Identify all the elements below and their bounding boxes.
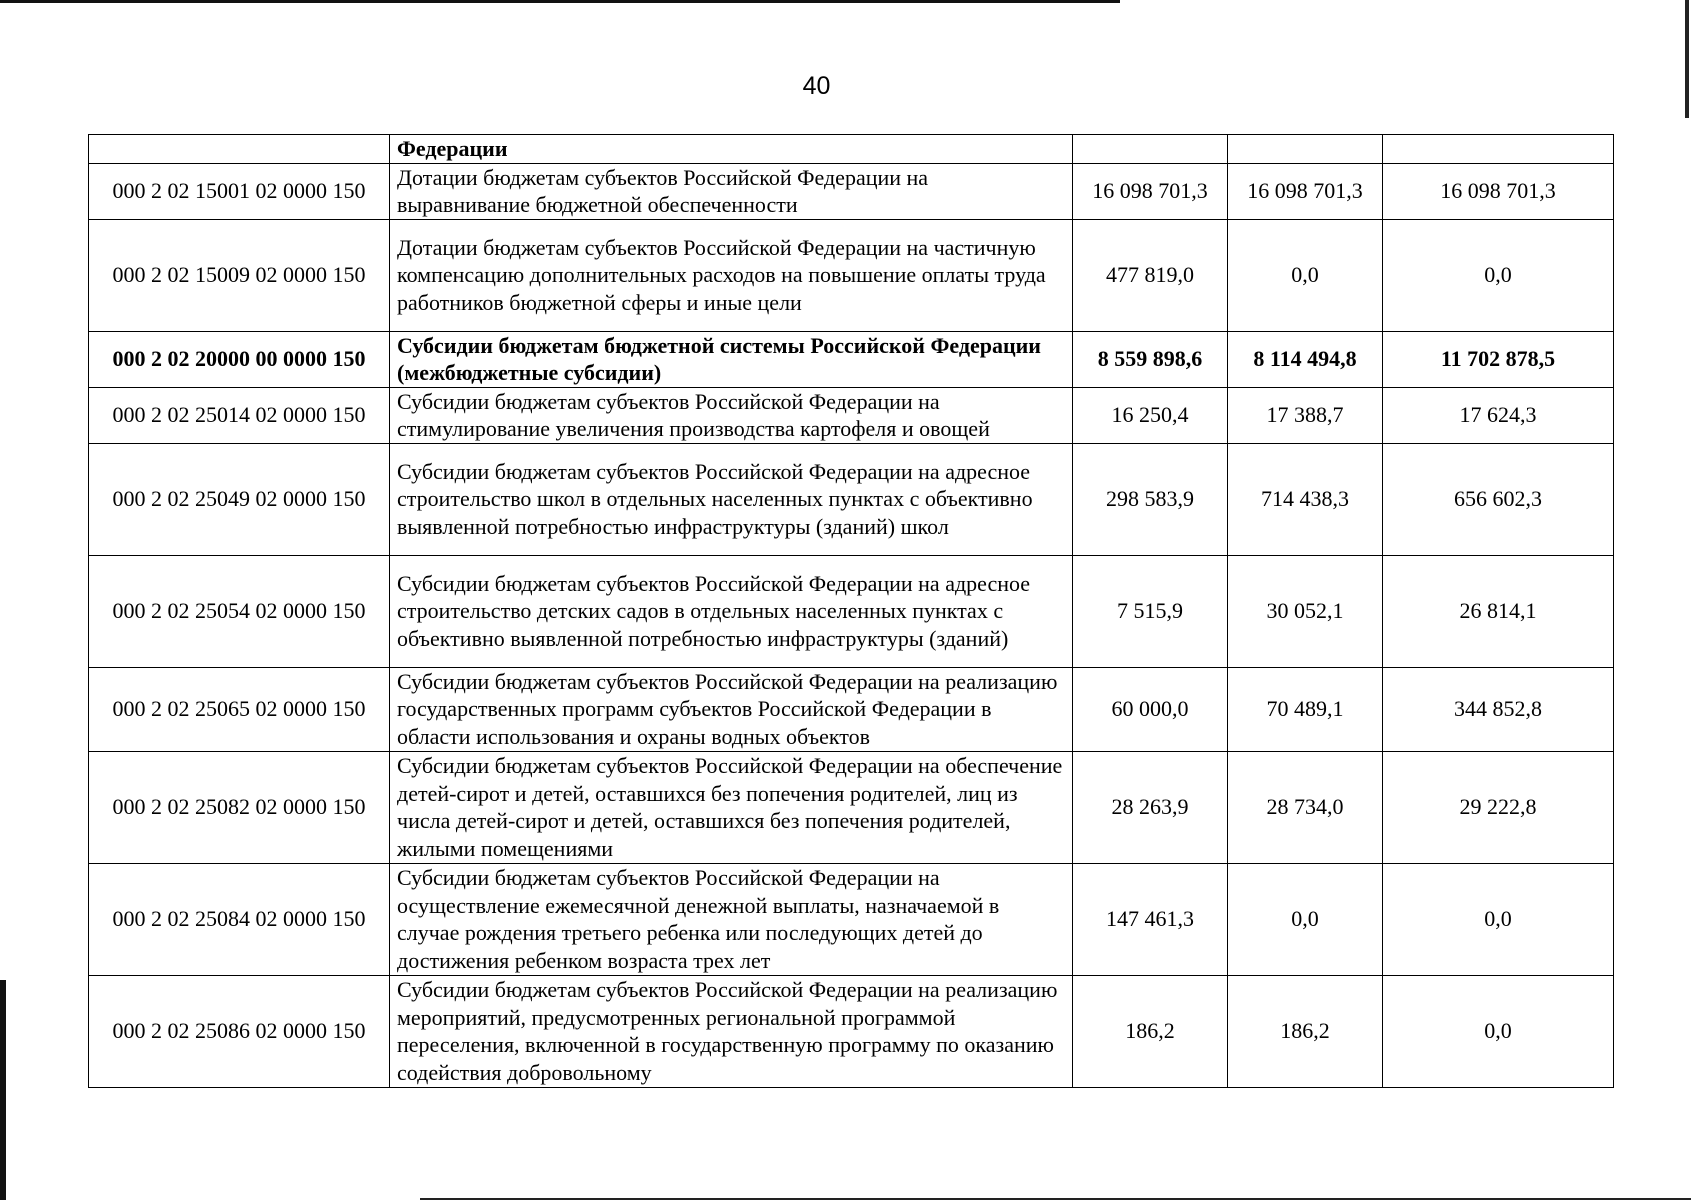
table-row xyxy=(89,975,1614,1087)
budget-code-cell: 000 2 02 25014 02 0000 150 xyxy=(89,387,390,443)
value-year-2-cell: 17 388,7 xyxy=(1228,387,1383,443)
budget-code-cell: 000 2 02 25084 02 0000 150 xyxy=(89,863,390,975)
value-year-2-cell: 0,0 xyxy=(1228,863,1383,975)
budget-name-cell: Субсидии бюджетам субъектов Российской Федерации на обеспечение детей-сирот и детей, оставшихся без попечения родителей, лиц из числа детей-сирот и детей, оставшихся без попечения родителей, жилыми помещениями xyxy=(390,751,1073,863)
value-year-1-cell: 28 263,9 xyxy=(1073,751,1228,863)
scan-edge-top xyxy=(0,0,1120,3)
budget-code-cell: 000 2 02 25049 02 0000 150 xyxy=(89,443,390,555)
value-year-1-cell: 8 559 898,6 xyxy=(1073,331,1228,387)
page-number: 40 xyxy=(802,72,831,100)
budget-name-cell: Дотации бюджетам субъектов Российской Федерации на выравнивание бюджетной обеспеченности xyxy=(390,163,1073,219)
budget-code-cell xyxy=(89,135,390,164)
value-year-3-cell: 656 602,3 xyxy=(1383,443,1614,555)
value-year-3-cell: 0,0 xyxy=(1383,219,1614,331)
value-year-1-cell: 147 461,3 xyxy=(1073,863,1228,975)
scan-edge-right xyxy=(1685,0,1689,118)
budget-code-cell: 000 2 02 25065 02 0000 150 xyxy=(89,667,390,751)
value-year-3-cell: 26 814,1 xyxy=(1383,555,1614,667)
budget-name-cell: Субсидии бюджетам субъектов Российской Федерации на стимулирование увеличения производства картофеля и овощей xyxy=(390,387,1073,443)
table-row xyxy=(89,555,1614,667)
value-year-3-cell: 16 098 701,3 xyxy=(1383,163,1614,219)
value-year-1-cell: 60 000,0 xyxy=(1073,667,1228,751)
budget-name-cell: Субсидии бюджетам субъектов Российской Федерации на осуществление ежемесячной денежной выплаты, назначаемой в случае рождения третьего ребенка или последующих детей до достижения ребенком возраста трех лет xyxy=(390,863,1073,975)
budget-code-cell: 000 2 02 15001 02 0000 150 xyxy=(89,163,390,219)
value-year-2-cell: 70 489,1 xyxy=(1228,667,1383,751)
budget-code-cell: 000 2 02 15009 02 0000 150 xyxy=(89,219,390,331)
value-year-3-cell: 11 702 878,5 xyxy=(1383,331,1614,387)
budget-code-cell: 000 2 02 25054 02 0000 150 xyxy=(89,555,390,667)
table-row xyxy=(89,219,1614,331)
value-year-1-cell: 16 250,4 xyxy=(1073,387,1228,443)
table-row xyxy=(89,863,1614,975)
budget-code-cell: 000 2 02 25082 02 0000 150 xyxy=(89,751,390,863)
table-row xyxy=(89,135,1614,164)
value-year-1-cell: 7 515,9 xyxy=(1073,555,1228,667)
value-year-2-cell xyxy=(1228,135,1383,164)
table-row xyxy=(89,387,1614,443)
budget-name-cell: Федерации xyxy=(390,135,1073,164)
budget-name-cell: Субсидии бюджетам субъектов Российской Федерации на реализацию мероприятий, предусмотренных региональной программой переселения, включенной в государственную программу по оказанию содействия добровольному xyxy=(390,975,1073,1087)
value-year-2-cell: 714 438,3 xyxy=(1228,443,1383,555)
budget-code-cell: 000 2 02 25086 02 0000 150 xyxy=(89,975,390,1087)
budget-name-cell: Дотации бюджетам субъектов Российской Федерации на частичную компенсацию дополнительных расходов на повышение оплаты труда работников бюджетной сферы и иные цели xyxy=(390,219,1073,331)
value-year-1-cell xyxy=(1073,135,1228,164)
value-year-2-cell: 0,0 xyxy=(1228,219,1383,331)
budget-table xyxy=(88,134,1614,1088)
budget-name-cell: Субсидии бюджетам субъектов Российской Федерации на адресное строительство школ в отдельных населенных пунктах с объективно выявленной потребностью инфраструктуры (зданий) школ xyxy=(390,443,1073,555)
value-year-3-cell: 17 624,3 xyxy=(1383,387,1614,443)
value-year-1-cell: 186,2 xyxy=(1073,975,1228,1087)
scan-edge-left xyxy=(0,980,6,1200)
table-row xyxy=(89,163,1614,219)
budget-name-cell: Субсидии бюджетам субъектов Российской Федерации на реализацию государственных программ субъектов Российской Федерации в области использования и охраны водных объектов xyxy=(390,667,1073,751)
value-year-1-cell: 16 098 701,3 xyxy=(1073,163,1228,219)
budget-name-cell: Субсидии бюджетам субъектов Российской Федерации на адресное строительство детских садов в отдельных населенных пунктах с объективно выявленной потребностью инфраструктуры (зданий) xyxy=(390,555,1073,667)
value-year-2-cell: 30 052,1 xyxy=(1228,555,1383,667)
value-year-3-cell: 29 222,8 xyxy=(1383,751,1614,863)
value-year-1-cell: 298 583,9 xyxy=(1073,443,1228,555)
budget-name-cell: Субсидии бюджетам бюджетной системы Российской Федерации (межбюджетные субсидии) xyxy=(390,331,1073,387)
budget-table-body xyxy=(89,135,1614,1088)
table-row-total xyxy=(89,331,1614,387)
value-year-3-cell: 0,0 xyxy=(1383,863,1614,975)
table-row xyxy=(89,667,1614,751)
table-row xyxy=(89,751,1614,863)
value-year-2-cell: 16 098 701,3 xyxy=(1228,163,1383,219)
value-year-3-cell: 344 852,8 xyxy=(1383,667,1614,751)
value-year-1-cell: 477 819,0 xyxy=(1073,219,1228,331)
value-year-2-cell: 186,2 xyxy=(1228,975,1383,1087)
value-year-2-cell: 28 734,0 xyxy=(1228,751,1383,863)
value-year-2-cell: 8 114 494,8 xyxy=(1228,331,1383,387)
value-year-3-cell xyxy=(1383,135,1614,164)
value-year-3-cell: 0,0 xyxy=(1383,975,1614,1087)
budget-code-cell: 000 2 02 20000 00 0000 150 xyxy=(89,331,390,387)
table-row xyxy=(89,443,1614,555)
